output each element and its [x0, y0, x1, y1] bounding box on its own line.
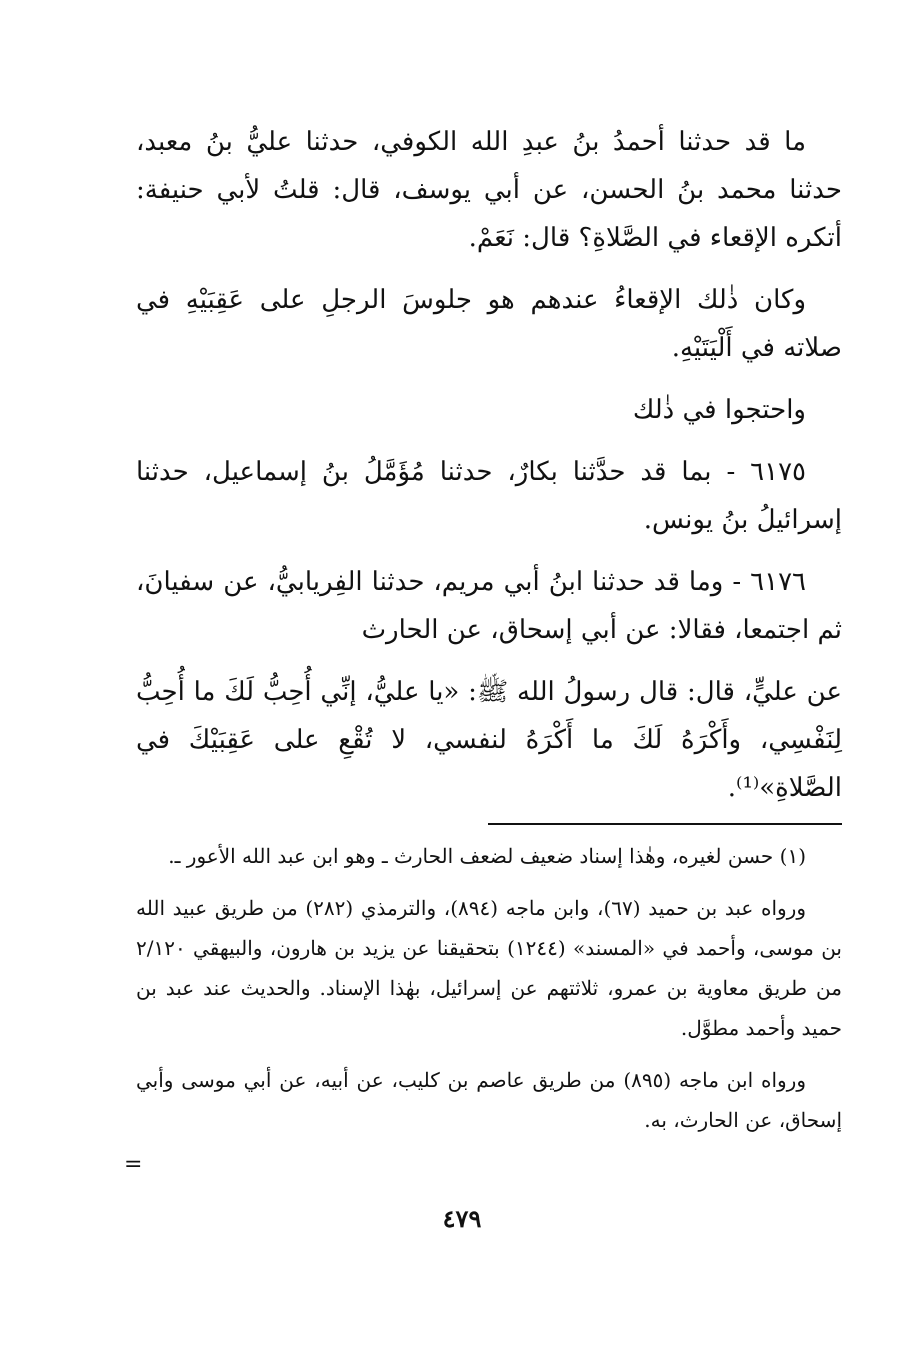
footnote-continuation-mark: = — [124, 1152, 143, 1177]
footnote-divider — [488, 823, 842, 825]
paragraph-iqaa-definition: وكان ذٰلك الإقعاءُ عندهم هو جلوسَ الرجلِ على عَقِبَيْهِ في صلاته في أَلْيَتَيْهِ. — [136, 285, 842, 363]
paragraph-hadith-text: عن عليٍّ، قال: قال رسولُ الله ﷺ: «يا عليُّ، إنِّي أُحِبُّ لَكَ ما أُحِبُّ لِنَفْسِي، وأَكْرَهُ لَكَ ما أَكْرَهُ لنفسي، لا تُقْعِ على عَقِبَيْكَ في الصَّلاةِ»⁽¹⁾. — [136, 677, 842, 803]
footnote-other-route: ورواه ابن ماجه (٨٩٥) من طريق عاصم بن كليب، عن أبيه، عن أبي موسى وأبي إسحاق، عن الحارث، به. — [136, 1068, 842, 1132]
main-text — [136, 118, 842, 826]
paragraph-argument-intro: واحتجوا في ذٰلك — [632, 395, 806, 425]
footnote-takhrij: ورواه عبد بن حميد (٦٧)، وابن ماجه (٨٩٤)، والترمذي (٢٨٢) من طريق عبيد الله بن موسى، وأحمد في «المسند» (١٢٤٤) بتحقيقنا عن يزيد بن هارون، والبيهقي ٢/١٢٠ من طريق معاوية بن عمرو، ثلاثتهم عن إسرائيل، بهٰذا الإسناد. والحديث عند عبد بن حميد وأحمد مطوَّل. — [136, 896, 842, 1040]
footnotes — [136, 836, 842, 1152]
paragraph-hadith-6175: ٦١٧٥ - بما قد حدَّثنا بكارٌ، حدثنا مُؤَمَّلُ بنُ إسماعيل، حدثنا إسرائيلُ بنُ يونس. — [136, 457, 842, 535]
page-number: ٤٧٩ — [442, 1204, 482, 1233]
paragraph-hadith-6176: ٦١٧٦ - وما قد حدثنا ابنُ أبي مريم، حدثنا الفِريابيُّ، عن سفيانَ، ثم اجتمعا، فقالا: عن أبي إسحاق، عن الحارث — [136, 567, 842, 645]
paragraph-hadith-chain: ما قد حدثنا أحمدُ بنُ عبدِ الله الكوفي، حدثنا عليُّ بنُ معبد، حدثنا محمد بنُ الحسن، عن أبي يوسف، قال: قلتُ لأبي حنيفة: أتكره الإقعاء في الصَّلاةِ؟ قال: نَعَمْ. — [136, 127, 842, 253]
footnote-1: (١) حسن لغيره، وهٰذا إسناد ضعيف لضعف الحارث ـ وهو ابن عبد الله الأعور ـ. — [168, 844, 806, 868]
